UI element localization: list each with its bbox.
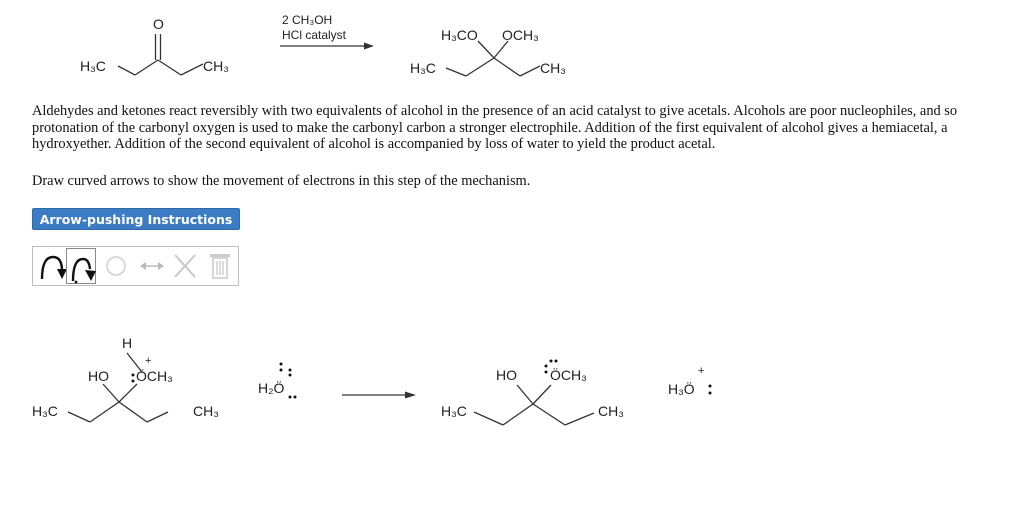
product-right-methyl: CH₃ (540, 60, 566, 76)
instruction-text: Draw curved arrows to show the movement of electrons in this step of the mechanism. (32, 173, 531, 189)
mech-oxonium-methoxy: ÖCH₃ (136, 368, 173, 384)
mech-left-methyl: H₃C (32, 403, 58, 419)
product-left-methyl: H₃C (410, 60, 436, 76)
reagent-catalyst: HCl catalyst (282, 28, 347, 42)
mech-product-methoxy: ÖCH₃ (550, 367, 587, 383)
drawing-toolbar (32, 246, 239, 286)
reactant-left-methyl: H₃C (80, 58, 106, 74)
mech-product-left-methyl: H₃C (441, 403, 467, 419)
reagent-methanol: 2 CH₃OH (282, 13, 333, 27)
mech-hydronium-charge: + (698, 365, 705, 377)
mech-water: H₂Ö (258, 380, 285, 396)
trash-icon[interactable] (205, 247, 235, 285)
product-methoxy-right: OCH₃ (502, 27, 539, 43)
double-headed-arrow-icon[interactable] (137, 247, 167, 285)
reactant-right-methyl: CH₃ (203, 58, 229, 74)
mech-right-methyl: CH₃ (193, 403, 219, 419)
mech-product-right-methyl: CH₃ (598, 403, 624, 419)
product-methoxy-left: H₃CO (441, 27, 478, 43)
curved-arrow-two-electron-icon[interactable] (36, 247, 66, 285)
mech-proton-h: H (122, 335, 133, 351)
mech-oxonium-charge: + (145, 355, 152, 367)
mech-hydroxyl: HO (88, 368, 109, 384)
arrow-pushing-instructions-button[interactable]: Arrow-pushing Instructions (32, 208, 240, 230)
ring-icon[interactable] (99, 247, 133, 285)
mech-hydronium: H₃Ö (668, 381, 695, 397)
intro-paragraph: Aldehydes and ketones react reversibly with two equivalents of alcohol in the presence of an acid catalyst to give acetals. Alcohols are poor nucleophiles, and so protonation of the carbonyl oxygen is used to make the carbonyl carbon a stronger electrophile. Addition of the first equivalent of alcohol gives a hemiacetal, a hydroxyether. Addition of the second equivalent of alcohol is accompanied by loss of water to yield the product acetal. (32, 103, 958, 152)
delete-x-icon[interactable] (170, 247, 200, 285)
carbonyl-oxygen-label: O (153, 16, 164, 32)
mech-product-hydroxyl: HO (496, 367, 517, 383)
curved-arrow-lone-pair-icon[interactable] (66, 248, 96, 284)
ketone-skeleton (0, 0, 1024, 100)
